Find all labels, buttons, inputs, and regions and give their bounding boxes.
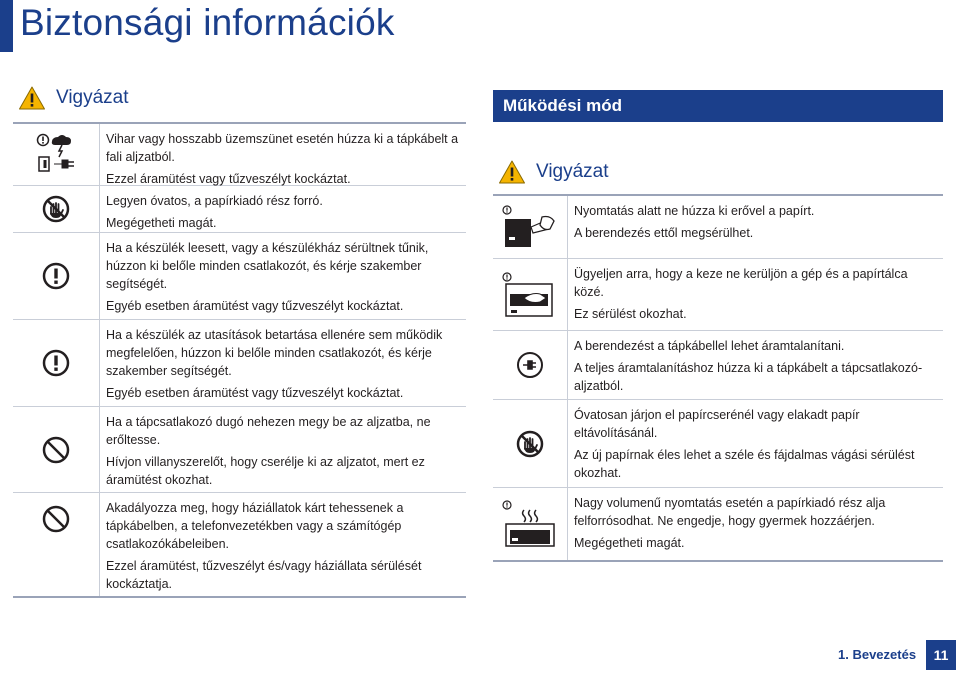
hot-printer-icon [502,500,558,548]
safety-text: Nyomtatás alatt ne húzza ki erővel a papírt. [574,204,815,218]
page-number: 11 [926,640,956,670]
safety-text: Óvatosan járjon el papírcserénél vagy elakadt papír eltávolításánál. [574,408,860,440]
caution-label: Vigyázat [56,87,129,108]
safety-consequence: Az új papírnak éles lehet a széle és fájdalmas vágási sérülést okozhat. [574,448,915,480]
warning-triangle-icon [498,159,526,185]
safety-row [13,407,466,493]
divider [13,596,466,598]
left-safety-table [13,124,466,596]
safety-consequence: Ez sérülést okozhat. [574,307,687,321]
safety-row [13,186,466,233]
safety-text: Akadályozza meg, hogy háziállatok kárt tehessenek a tápkábelben, a telefonvezetékben vagy a számítógép csatlakozókábeleiben. [106,501,404,551]
printer-paper-pull-icon [502,205,558,249]
safety-row [493,488,943,560]
caution-label: Vigyázat [536,161,609,182]
safety-text: Ha a tápcsatlakozó dugó nehezen megy be az aljzatba, ne erőltesse. [106,415,431,447]
plug-disconnect-icon [516,351,544,379]
safety-text: Ha a készülék leesett, vagy a készülékház sérültnek tűnik, húzzon ki belőle minden csatlakozót, és kérje szakember segítségét. [106,241,429,291]
lightning-unplug-icon [36,133,76,177]
safety-text: A berendezést a tápkábellel lehet áramtalanítani. [574,339,845,353]
exclamation-circle-icon [42,349,70,377]
safety-text: Legyen óvatos, a papírkiadó rész forró. [106,194,323,208]
safety-consequence: Ezzel áramütést, tűzveszélyt és/vagy háziállata sérülését kockáztatja. [106,559,422,591]
left-column [13,74,466,598]
safety-consequence: Megégetheti magát. [574,536,685,550]
no-touch-hand-icon [42,195,70,223]
right-safety-table [493,196,943,560]
safety-text: Ha a készülék az utasítások betartása ellenére sem működik megfelelően, húzzon ki belőle minden csatlakozót, és kérje szakember segítségét. [106,328,443,378]
safety-text: Ügyeljen arra, hogy a keze ne kerüljön a gép és a papírtálca közé. [574,267,908,299]
safety-row [493,196,943,259]
safety-consequence: Hívjon villanyszerelőt, hogy cserélje ki az aljzatot, mert ez áramütést okozhat. [106,455,425,487]
prohibited-icon [42,436,70,464]
safety-row [493,331,943,400]
printer-hand-caution-icon [502,272,558,318]
safety-row [13,320,466,407]
warning-triangle-icon [18,85,46,111]
safety-text: Nagy volumenű nyomtatás esetén a papírkiadó rész alja felforrósodhat. Ne engedje, hogy gyermek hozzáérjen. [574,496,886,528]
footer-section-label: 1. Bevezetés [838,647,917,662]
safety-consequence: A teljes áramtalanításhoz húzza ki a tápkábelt a tápcsatlakozó-aljzatból. [574,361,923,393]
mode-header: Működési mód [493,90,943,122]
no-touch-hand-icon [516,430,544,458]
right-column [493,90,943,562]
caution-header [13,74,466,122]
prohibited-icon [42,505,70,533]
safety-consequence: Egyéb esetben áramütést vagy tűzveszélyt kockáztat. [106,299,404,313]
safety-row [13,233,466,320]
caution-header [493,150,943,194]
safety-row [493,259,943,331]
safety-row [13,493,466,596]
exclamation-circle-icon [42,262,70,290]
safety-consequence: Megégetheti magát. [106,216,217,230]
safety-consequence: A berendezés ettől megsérülhet. [574,226,754,240]
safety-consequence: Egyéb esetben áramütést vagy tűzveszélyt kockáztat. [106,386,404,400]
safety-row [493,400,943,488]
divider [493,560,943,562]
safety-row [13,124,466,186]
safety-consequence: Ezzel áramütést vagy tűzveszélyt kockáztat. [106,172,351,186]
safety-text: Vihar vagy hosszabb üzemszünet esetén húzza ki a tápkábelt a fali aljzatból. [106,132,459,164]
page-title: Biztonsági információk [20,2,395,43]
title-accent-bar [0,0,13,52]
